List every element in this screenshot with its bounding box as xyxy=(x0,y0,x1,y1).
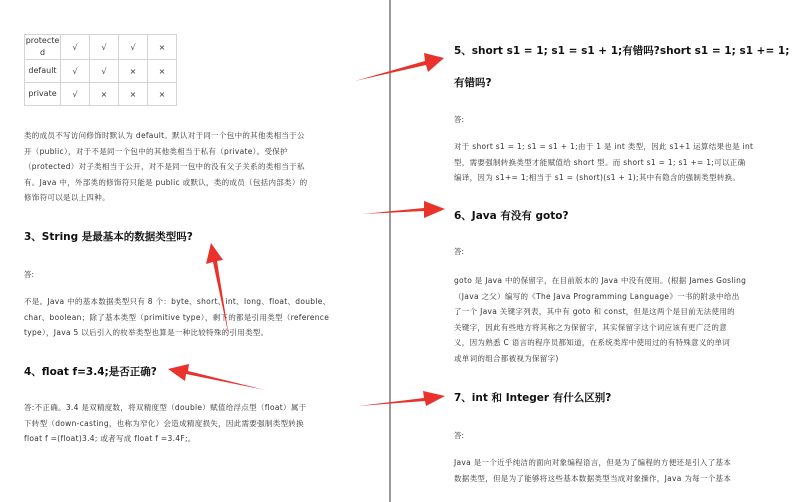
table-cell: protecte d xyxy=(25,35,61,60)
arrow-to-q4 xyxy=(168,364,265,390)
paragraph-line: 有。Java 中，外部类的修饰符只能是 public 或默认，类的成员（包括内部类）的 xyxy=(24,177,308,187)
table-cell: √ xyxy=(61,60,90,83)
question-3-heading: 3、String 是最基本的数据类型吗? xyxy=(24,231,193,243)
paragraph-line: 型，需要强制转换类型才能赋值给 short 型。而 short s1 = 1; s1 += 1;可以正确 xyxy=(454,157,746,167)
question-7-heading: 7、int 和 Integer 有什么区别? xyxy=(454,392,612,404)
paragraph-line: type），Java 5 以后引入的枚举类型也算是一种比较特殊的引用类型。 xyxy=(24,328,269,337)
paragraph-line: goto 是 Java 中的保留字，在目前版本的 Java 中没有使用。(根据 James Gosling xyxy=(454,276,747,285)
table-cell: × xyxy=(148,83,177,106)
table-cell: × xyxy=(148,35,177,60)
paragraph-line: char、boolean；除了基本类型（primitive type），剩下的都是引用类型（reference xyxy=(24,312,330,322)
arrow-to-q6 xyxy=(362,201,445,218)
table-cell: √ xyxy=(90,35,119,60)
question-5-heading-line2: 有错吗? xyxy=(454,77,492,89)
table-cell: √ xyxy=(61,83,90,106)
paragraph-line: 编译，因为 s1+= 1;相当于 s1 = (short)(s1 + 1);其中有隐含的强制类型转换。 xyxy=(454,173,741,182)
table-cell: × xyxy=(119,60,148,83)
table-cell: default xyxy=(25,60,61,83)
table-cell: √ xyxy=(119,35,148,60)
paragraph-line: 了一个 Java 关键字列表，其中有 goto 和 const，但是这两个是目前无法使用的 xyxy=(454,307,735,316)
table-cell: √ xyxy=(90,60,119,83)
paragraph-line: 义，因为熟悉 C 语言的程序员都知道，在系统类库中使用过的有特殊意义的单词 xyxy=(454,338,731,347)
table-cell: × xyxy=(119,83,148,106)
question-7-answer-label: 答: xyxy=(454,431,465,440)
paragraph-line: 不是。Java 中的基本数据类型只有 8 个：byte、short、int、long、float、double、 xyxy=(24,297,331,306)
arrow-to-q5 xyxy=(355,53,444,81)
paragraph-line: 答:不正确。3.4 是双精度数，将双精度型（double）赋值给浮点型（float）属于 xyxy=(24,403,307,412)
question-5-answer-label: 答: xyxy=(454,115,465,124)
paragraph-line: 数据类型，但是为了能够将这些基本数据类型当成对象操作，Java 为每一个基本 xyxy=(454,473,732,483)
table-cell: √ xyxy=(61,35,90,60)
paragraph-line: 下转型（down-casting，也称为窄化）会造成精度损失，因此需要强制类型转换 xyxy=(24,418,304,428)
paragraph-line: 开（public），对于不是同一个包中的其他类相当于私有（private）。受保护 xyxy=(24,146,288,156)
paragraph-line: 对于 short s1 = 1; s1 = s1 + 1;由于 1 是 int 类型，因此 s1+1 运算结果也是 int xyxy=(454,142,754,151)
question-4-heading: 4、float f=3.4;是否正确? xyxy=(24,366,157,378)
table-cell: × xyxy=(148,60,177,83)
question-3-answer-label: 答: xyxy=(24,270,35,279)
question-6-heading: 6、Java 有没有 goto? xyxy=(454,210,569,222)
paragraph-line: （protected）对子类相当于公开，对不是同一包中的没有父子关系的类相当于私 xyxy=(24,162,305,171)
arrow-to-q7 xyxy=(358,391,445,406)
paragraph-line: 修饰符可以是以上四种。 xyxy=(24,193,110,202)
paragraph-line: 关键字，因此有些地方将其称之为保留字，其实保留字这个词应该有更广泛的意 xyxy=(454,322,727,332)
question-6-answer-label: 答: xyxy=(454,247,465,256)
paragraph-line: 类的成员不写访问修饰时默认为 default。默认对于同一个包中的其他类相当于公 xyxy=(24,131,305,140)
paragraph-line: Java 是一个近乎纯洁的面向对象编程语言，但是为了编程的方便还是引入了基本 xyxy=(454,458,732,467)
table-cell: × xyxy=(90,83,119,106)
table-cell: private xyxy=(25,83,61,106)
paragraph-line: float f =(float)3.4; 或者写成 float f =3.4F;。 xyxy=(24,434,196,443)
question-5-heading-line1: 5、short s1 = 1; s1 = s1 + 1;有错吗?short s1 = 1; s1 += 1; xyxy=(454,45,790,57)
paragraph-line: （Java 之父）编写的《The Java Programming Language》一书的附录中给出 xyxy=(454,291,740,301)
arrow-to-q3 xyxy=(206,243,229,337)
paragraph-line: 或单词的组合都被视为保留字) xyxy=(454,353,559,363)
